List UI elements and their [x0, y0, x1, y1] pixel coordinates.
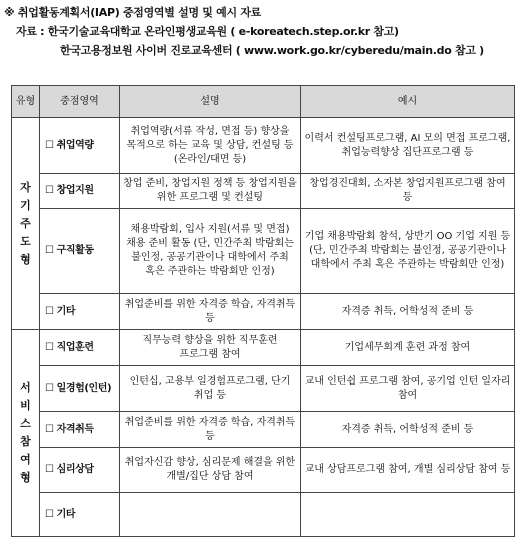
table-row	[12, 209, 515, 294]
checkbox[interactable]: ☐	[45, 508, 54, 520]
checkbox[interactable]: ☐	[45, 305, 54, 317]
source-line-2: 한국고용정보원 사이버 진로교육센터 ( www.work.go.kr/cyberedu/main.do 참고 )	[60, 44, 484, 57]
checkbox[interactable]: ☐	[45, 185, 54, 196]
checkbox[interactable]: ☐	[45, 341, 54, 353]
area-cell[interactable]: ☐ 직업훈련	[40, 330, 120, 366]
example-cell: 창업경진대회, 소자본 창업지원프로그램 참여 등	[301, 174, 515, 209]
example-cell: 자격증 취득, 어학성적 준비 등	[301, 294, 515, 330]
type-service-participation: 서 비 스 참 여 형	[12, 330, 40, 537]
area-cell[interactable]: ☐ 일경험(인턴)	[40, 366, 120, 412]
example-cell: 이력서 컨설팅프로그램, AI 모의 면접 프로그램, 취업능력향상 집단프로그램 등	[301, 118, 515, 174]
checkbox[interactable]: ☐	[45, 245, 54, 256]
example-cell: 자격증 취득, 어학성적 준비 등	[301, 412, 515, 448]
area-cell[interactable]: ☐ 자격취득	[40, 412, 120, 448]
table-row	[12, 412, 515, 448]
example-cell: 기업 채용박람회 참석, 상반기 OO 기업 지원 등 (단, 민간주최 박람회는 불인정, 공공기관이나 대학에서 주최 혹은 주관하는 박람회만 인정)	[301, 209, 515, 294]
example-cell: 교내 상담프로그램 참여, 개별 심리상담 참여 등	[301, 448, 515, 493]
area-cell[interactable]: ☐ 구직활동	[40, 209, 120, 294]
area-cell[interactable]: ☐ 취업역량	[40, 118, 120, 174]
table-header-row	[12, 86, 515, 118]
document-title: ※ 취업활동계획서(IAP) 중점영역별 설명 및 예시 자료	[4, 6, 261, 19]
header-example: 예시	[301, 86, 515, 118]
table-row	[12, 118, 515, 174]
table-row	[12, 493, 515, 537]
focus-area-table	[11, 85, 515, 537]
table-row	[12, 448, 515, 493]
description-cell: 취업준비를 위한 자격증 학습, 자격취득 등	[120, 294, 301, 330]
table-row	[12, 174, 515, 209]
example-cell: 기업세무회계 훈련 과정 참여	[301, 330, 515, 366]
header-area: 중점영역	[40, 86, 120, 118]
header-description: 설명	[120, 86, 301, 118]
description-cell: 취업준비를 위한 자격증 학습, 자격취득 등	[120, 412, 301, 448]
description-cell: 채용박람회, 입사 지원(서류 및 면접) 채용 준비 활동 (단, 민간주최 박람회는 불인정, 공공기관이나 대학에서 주최 혹은 주관하는 박람회만 인정)	[120, 209, 301, 294]
description-cell	[120, 493, 301, 537]
table-row	[12, 330, 515, 366]
table-row	[12, 294, 515, 330]
area-cell[interactable]: ☐ 심리상담	[40, 448, 120, 493]
description-cell: 취업자신감 향상, 심리문제 해결을 위한 개별/집단 상담 참여	[120, 448, 301, 493]
area-cell[interactable]: ☐ 기타	[40, 294, 120, 330]
description-cell: 직무능력 향상을 위한 직무훈련 프로그램 참여	[120, 330, 301, 366]
description-cell: 인턴십, 고용부 일경험프로그램, 단기 취업 등	[120, 366, 301, 412]
area-cell[interactable]: ☐ 기타	[40, 493, 120, 537]
checkbox[interactable]: ☐	[45, 382, 54, 394]
checkbox[interactable]: ☐	[45, 464, 54, 475]
description-cell: 취업역량(서류 작성, 면접 등) 향상을 목적으로 하는 교육 및 상담, 컨설팅 등(온라인/대면 등)	[120, 118, 301, 174]
checkbox[interactable]: ☐	[45, 423, 54, 435]
example-cell	[301, 493, 515, 537]
source-line-1: 자료 : 한국기술교육대학교 온라인평생교육원 ( e-koreatech.step.or.kr 참고)	[16, 25, 399, 38]
type-self-directed: 자 기 주 도 형	[12, 118, 40, 330]
checkbox[interactable]: ☐	[45, 139, 54, 151]
example-cell: 교내 인턴쉽 프로그램 참여, 공기업 인턴 일자리 참여	[301, 366, 515, 412]
description-cell: 창업 준비, 창업지원 정책 등 창업지원을 위한 프로그램 및 컨설팅	[120, 174, 301, 209]
header-type: 유형	[12, 86, 40, 118]
area-cell[interactable]: ☐ 창업지원	[40, 174, 120, 209]
table-row	[12, 366, 515, 412]
